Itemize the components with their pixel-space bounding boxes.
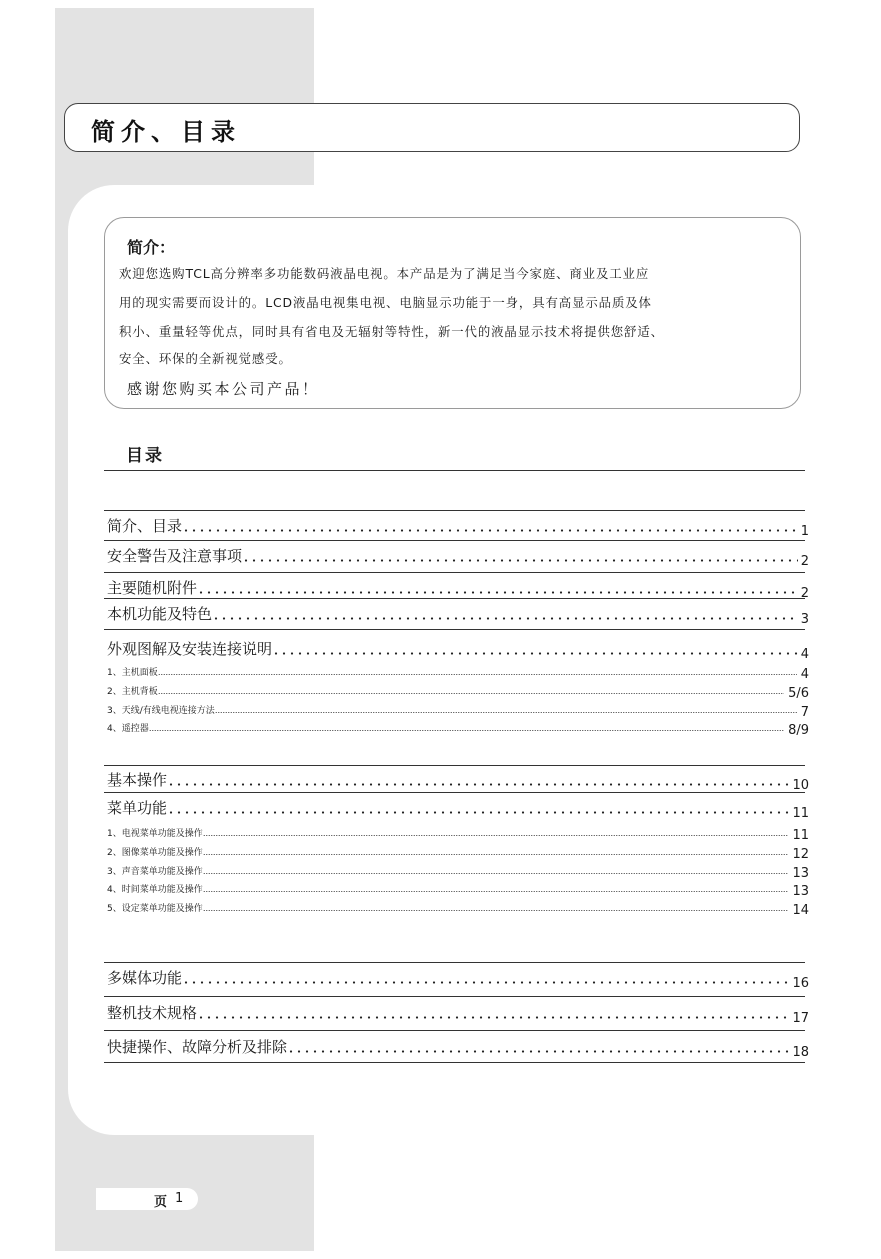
toc-subentry-page: 5/6 [788, 686, 809, 701]
toc-subentry[interactable] [107, 720, 809, 738]
toc-heading: 目录 [126, 446, 164, 466]
toc-leader-dots [167, 775, 789, 787]
toc-entry[interactable] [107, 796, 809, 821]
page-label: 页 [154, 1195, 168, 1210]
page-number-tab [96, 1188, 198, 1210]
toc-entry-page: 1 [800, 524, 809, 539]
toc-rule [104, 765, 805, 766]
toc-leader-dots [158, 689, 784, 695]
toc-rule [104, 598, 805, 599]
toc-subentry[interactable] [107, 844, 809, 862]
toc-entry-label: 整机技术规格 [107, 1004, 198, 1022]
page-title: 简介、目录 [91, 117, 241, 146]
toc-subentry[interactable] [107, 664, 809, 682]
toc-entry-label: 主要随机附件 [107, 579, 198, 597]
toc-subentry[interactable] [107, 825, 809, 843]
page-number: 1 [175, 1191, 184, 1206]
toc-subentry[interactable] [107, 881, 809, 899]
toc-leader-dots [272, 644, 798, 656]
toc-entry[interactable] [107, 966, 809, 991]
toc-leader-dots [212, 609, 798, 621]
toc-subentry-page: 13 [792, 866, 809, 881]
toc-subentry-label: 3、天线/有线电视连接方法 [107, 706, 215, 716]
toc-leader-dots [182, 521, 798, 533]
toc-subentry-label: 1、主机面板 [107, 668, 158, 678]
intro-line: 用的现实需要而设计的。LCD液晶电视集电视、电脑显示功能于一身，具有高显示品质及体 [119, 295, 652, 310]
toc-subentry[interactable] [107, 900, 809, 918]
intro-line: 欢迎您选购TCL高分辨率多功能数码液晶电视。本产品是为了满足当今家庭、商业及工业应 [119, 266, 650, 281]
toc-subentry-page: 12 [792, 847, 809, 862]
toc-entry-page: 18 [792, 1045, 809, 1060]
toc-rule [104, 996, 805, 997]
toc-entry[interactable] [107, 1001, 809, 1026]
toc-leader-dots [287, 1042, 789, 1054]
toc-leader-dots [203, 850, 789, 856]
toc-leader-dots [203, 906, 789, 912]
toc-entry-page: 3 [800, 612, 809, 627]
toc-leader-dots [203, 831, 789, 837]
toc-entry-label: 本机功能及特色 [107, 605, 213, 623]
toc-entry[interactable] [107, 637, 809, 662]
toc-entry-page: 17 [792, 1011, 809, 1026]
toc-entry[interactable] [107, 602, 809, 627]
toc-leader-dots [203, 869, 789, 875]
toc-subentry-page: 7 [800, 705, 809, 720]
intro-line: 安全、环保的全新视觉感受。 [119, 351, 292, 366]
toc-entry[interactable] [107, 576, 809, 601]
toc-leader-dots [197, 1008, 789, 1020]
toc-subentry-label: 3、声音菜单功能及操作 [107, 867, 203, 877]
toc-entry-label: 多媒体功能 [107, 969, 183, 987]
toc-entry-page: 11 [792, 806, 809, 821]
toc-heading-rule [104, 470, 805, 471]
toc-entry-label: 简介、目录 [107, 517, 183, 535]
toc-rule [104, 1030, 805, 1031]
title-bar [64, 103, 800, 152]
toc-leader-dots [158, 670, 797, 676]
toc-subentry-page: 4 [800, 667, 809, 682]
toc-subentry[interactable] [107, 702, 809, 720]
intro-box [104, 217, 801, 409]
toc-subentry-label: 4、时间菜单功能及操作 [107, 885, 203, 895]
toc-subentry-label: 4、遥控器 [107, 724, 149, 734]
toc-rule [104, 572, 805, 573]
toc-entry-page: 10 [792, 778, 809, 793]
toc-entry[interactable] [107, 768, 809, 793]
toc-subentry[interactable] [107, 683, 809, 701]
toc-leader-dots [215, 708, 797, 714]
toc-rule [104, 962, 805, 963]
toc-entry-label: 基本操作 [107, 771, 168, 789]
toc-leader-dots [242, 551, 798, 563]
toc-subentry-page: 8/9 [788, 723, 809, 738]
toc-rule [104, 1062, 805, 1063]
intro-heading: 简介： [127, 238, 176, 257]
toc-entry-page: 2 [800, 586, 809, 601]
toc-rule [104, 540, 805, 541]
toc-leader-dots [203, 887, 789, 893]
intro-line: 积小、重量轻等优点，同时具有省电及无辐射等特性，新一代的液晶显示技术将提供您舒适、 [119, 324, 664, 339]
toc-leader-dots [182, 973, 789, 985]
toc-entry[interactable] [107, 1035, 809, 1060]
toc-subentry-page: 14 [792, 903, 809, 918]
toc-rule [104, 629, 805, 630]
toc-leader-dots [149, 726, 784, 732]
toc-rule [104, 510, 805, 511]
toc-leader-dots [197, 583, 798, 595]
toc-subentry-page: 13 [792, 884, 809, 899]
toc-subentry-label: 2、图像菜单功能及操作 [107, 848, 203, 858]
toc-entry-label: 安全警告及注意事项 [107, 547, 243, 565]
toc-entry[interactable] [107, 514, 809, 539]
toc-entry-label: 快捷操作、故障分析及排除 [107, 1038, 288, 1056]
toc-subentry-label: 1、电视菜单功能及操作 [107, 829, 203, 839]
toc-rule [104, 792, 805, 793]
toc-entry-page: 2 [800, 554, 809, 569]
toc-subentry-page: 11 [792, 828, 809, 843]
toc-entry-page: 4 [800, 647, 809, 662]
toc-entry-label: 外观图解及安装连接说明 [107, 640, 273, 658]
toc-subentry-label: 5、设定菜单功能及操作 [107, 904, 203, 914]
toc-entry-page: 16 [792, 976, 809, 991]
toc-entry[interactable] [107, 544, 809, 569]
intro-thanks: 感谢您购买本公司产品！ [127, 380, 320, 398]
toc-subentry-label: 2、主机背板 [107, 687, 158, 697]
toc-subentry[interactable] [107, 863, 809, 881]
toc-leader-dots [167, 803, 789, 815]
toc-entry-label: 菜单功能 [107, 799, 168, 817]
